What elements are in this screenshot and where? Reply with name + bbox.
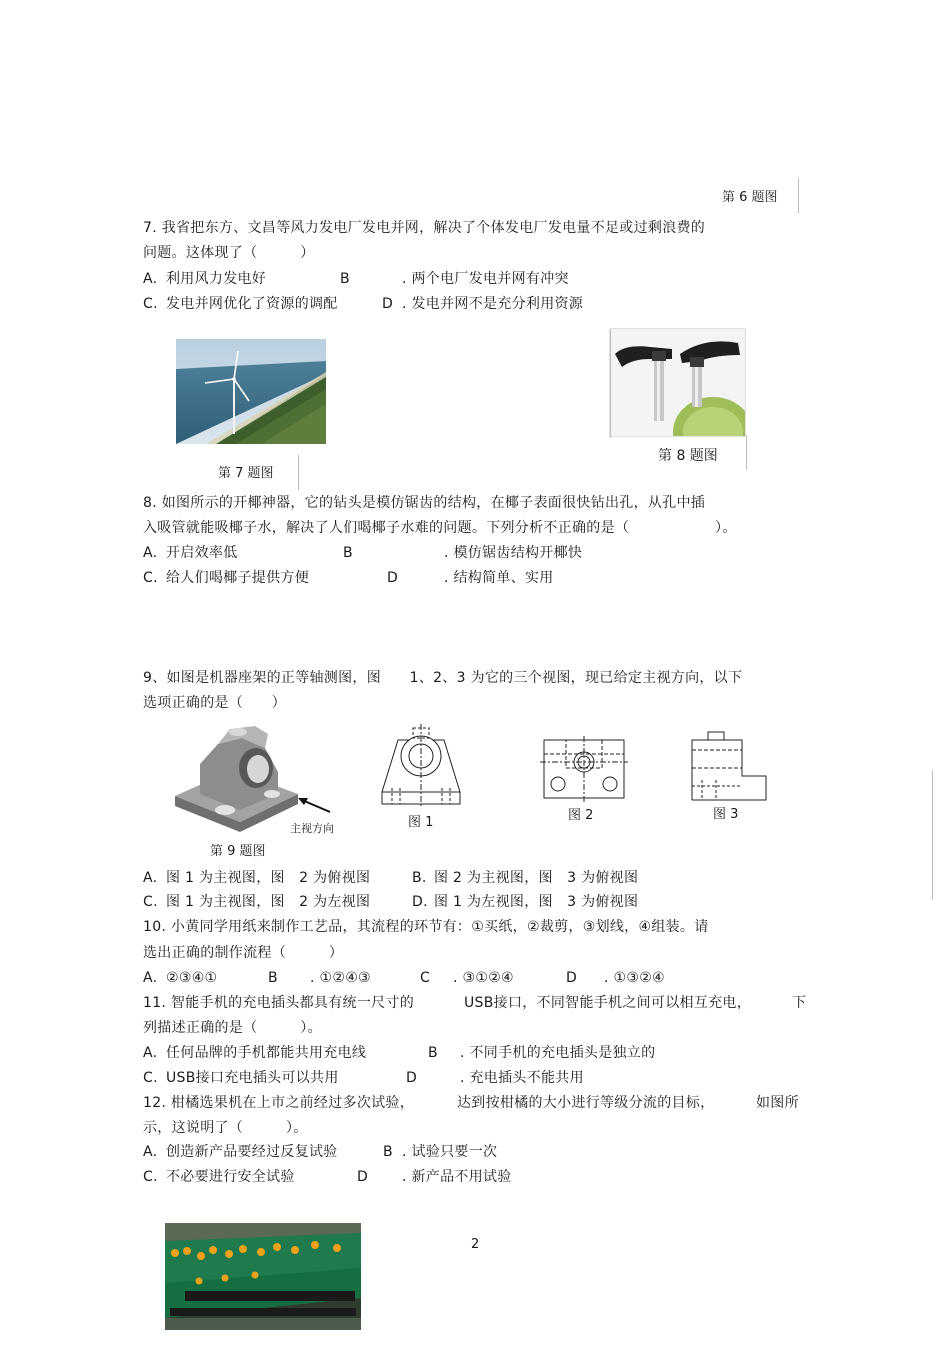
q9-option-a-text: 图 1 为主视图，图 2 为俯视图 [166, 870, 371, 886]
q7-option-b-text: . 两个电厂发电并网有冲突 [402, 271, 569, 287]
q11-option-a-label: A. [143, 1045, 158, 1061]
coconut-opener-photo [609, 328, 746, 437]
wind-turbine-photo [176, 339, 326, 444]
q12-option-c-text: 不必要进行安全试验 [166, 1169, 295, 1185]
q10-line2: 选出正确的制作流程（ ） [143, 945, 344, 961]
q11-line2: 列描述正确的是（ ）。 [143, 1020, 322, 1036]
page-number: 2 [471, 1237, 480, 1252]
q12-option-d-text: . 新产品不用试验 [402, 1169, 512, 1185]
q9-option-a-label: A. [143, 870, 158, 886]
q12-option-b-label: B [383, 1144, 393, 1160]
q12-line1-part1: 12. 柑橘选果机在上市之前经过多次试验， [143, 1095, 415, 1111]
q8-option-d-text: . 结构简单、实用 [444, 570, 554, 586]
q12-line1-part3: 如图所 [756, 1095, 799, 1111]
q10-option-b-text: . ①②④③ [310, 970, 371, 986]
q10-option-a-label: A. [143, 970, 158, 986]
side-view-drawing [688, 730, 770, 804]
q11-option-b-text: . 不同手机的充电插头是独立的 [460, 1045, 656, 1061]
q12-option-a-label: A. [143, 1144, 158, 1160]
fig2-label: 图 2 [568, 808, 594, 823]
q11-option-d-label: D [406, 1070, 418, 1086]
divider [298, 455, 299, 490]
q12-line1-part2: 达到按柑橘的大小进行等级分流的目标， [457, 1095, 715, 1111]
q11-option-a-text: 任何品牌的手机都能共用充电线 [166, 1045, 367, 1061]
q7-option-a-label: A. [143, 271, 158, 287]
q7-option-d-text: . 发电并网不是充分利用资源 [402, 296, 584, 312]
q7-line2: 问题。这体现了（ ） [143, 245, 315, 261]
top-view-drawing [540, 736, 628, 802]
q9-caption: 第 9 题图 [210, 844, 266, 859]
q12-line2: 示，这说明了（ ）。 [143, 1120, 308, 1136]
q7-line1: 7. 我省把东方、文昌等风力发电厂发电并网，解决了个体发电厂发电量不足或过剩浪费的 [143, 220, 706, 236]
q8-option-a-label: A. [143, 545, 158, 561]
q12-option-c-label: C. [143, 1169, 158, 1185]
q7-option-b-label: B [340, 271, 350, 287]
q10-option-d-label: D [566, 970, 578, 986]
fig8-caption: 第 8 题图 [658, 448, 718, 464]
q11-line1-part2: USB接口，不同智能手机之间可以相互充电， [464, 995, 752, 1011]
fig3-label: 图 3 [713, 807, 739, 822]
q9-option-b-label: B. [412, 870, 427, 886]
q8-line2: 入吸管就能吸椰子水，解决了人们喝椰子水难的问题。下列分析不正确的是（ ）。 [143, 520, 737, 536]
q8-option-c-label: C. [143, 570, 158, 586]
q7-option-c-label: C. [143, 296, 158, 312]
q11-option-b-label: B [428, 1045, 438, 1061]
q11-option-c-label: C. [143, 1070, 158, 1086]
q8-option-b-text: . 模仿锯齿结构开椰快 [444, 545, 583, 561]
q7-option-a-text: 利用风力发电好 [166, 271, 267, 287]
q12-option-b-text: . 试验只要一次 [402, 1144, 498, 1160]
fig6-caption: 第 6 题图 [722, 190, 778, 205]
q11-option-d-text: . 充电插头不能共用 [460, 1070, 584, 1086]
citrus-sorting-machine-photo [165, 1223, 361, 1330]
q7-option-c-text: 发电并网优化了资源的调配 [166, 296, 338, 312]
q11-line1-part3: 下 [792, 995, 807, 1011]
q10-option-d-text: . ①③②④ [604, 970, 665, 986]
q9-option-c-text: 图 1 为主视图，图 2 为左视图 [166, 894, 371, 910]
q8-option-c-text: 给人们喝椰子提供方便 [166, 570, 309, 586]
divider [746, 435, 747, 470]
q9-option-d-text: 图 1 为左视图，图 3 为俯视图 [434, 894, 639, 910]
q8-line1: 8. 如图所示的开椰神器，它的钻头是模仿锯齿的结构，在椰子表面很快钻出孔，从孔中插 [143, 495, 706, 511]
q10-option-a-text: ②③④① [166, 970, 218, 986]
q9-option-c-label: C. [143, 894, 158, 910]
q9-line1: 9、如图是机器座架的正等轴测图，图 1、2、3 为它的三个视图，现已给定主视方向，以下 [143, 670, 743, 686]
q8-option-d-label: D [387, 570, 399, 586]
q9-option-b-text: 图 2 为主视图，图 3 为俯视图 [434, 870, 639, 886]
q9-option-d-label: D. [412, 894, 428, 910]
q12-option-a-text: 创造新产品要经过反复试验 [166, 1144, 338, 1160]
q12-option-d-label: D [357, 1169, 369, 1185]
q8-option-b-label: B [343, 545, 353, 561]
q11-line1-part1: 11. 智能手机的充电插头都具有统一尺寸的 [143, 995, 415, 1011]
fig1-label: 图 1 [408, 815, 434, 830]
q7-caption: 第 7 题图 [218, 466, 274, 481]
q10-option-c-label: C [420, 970, 431, 986]
divider [932, 770, 933, 900]
q9-line2: 选项正确的是（ ） [143, 695, 286, 711]
q10-option-b-label: B [268, 970, 278, 986]
q8-option-a-text: 开启效率低 [166, 545, 238, 561]
q10-line1: 10. 小黄同学用纸来制作工艺品，其流程的环节有：①买纸，②裁剪，③划线，④组装。请 [143, 919, 709, 935]
front-view-drawing [378, 722, 464, 810]
view-direction-label: 主视方向 [290, 822, 334, 835]
q10-option-c-text: . ③①②④ [453, 970, 514, 986]
q7-option-d-label: D [382, 296, 394, 312]
divider [610, 330, 611, 438]
q11-option-c-text: USB接口充电插头可以共用 [166, 1070, 339, 1086]
divider [798, 178, 799, 213]
